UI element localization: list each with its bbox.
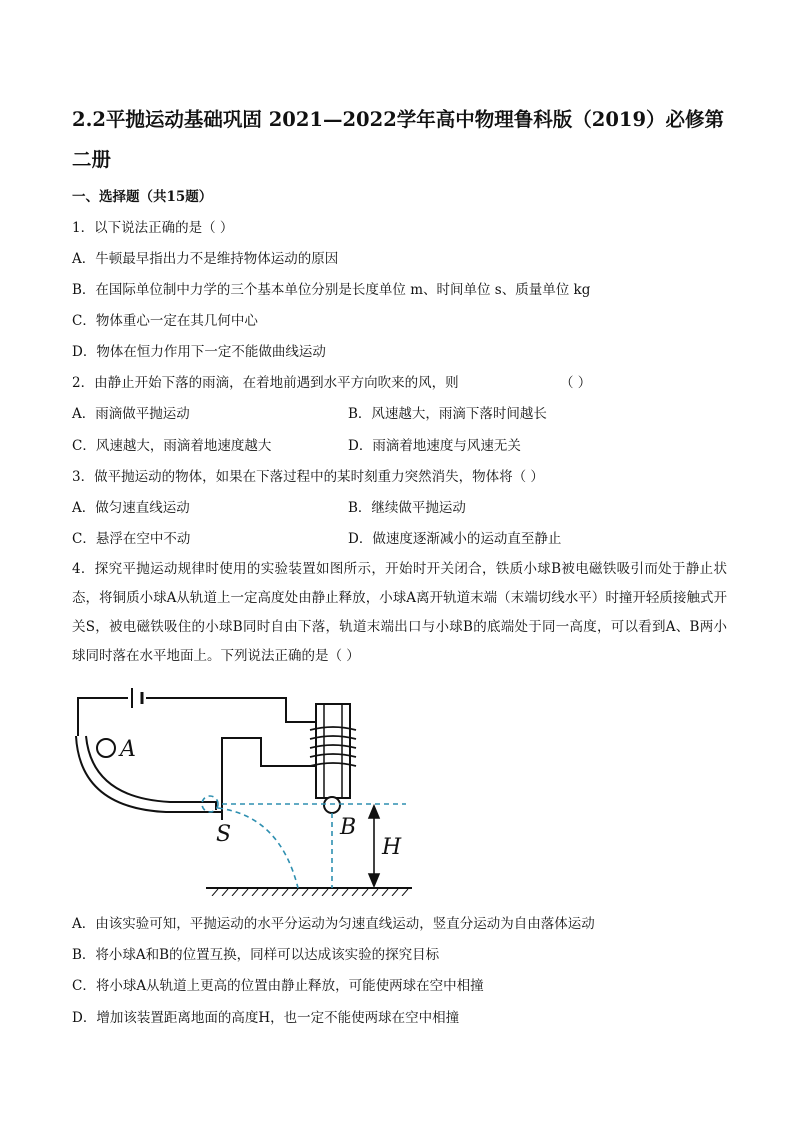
q3-stem: 3．做平抛运动的物体，如果在下落过程中的某时刻重力突然消失，物体将（ ）: [72, 469, 544, 485]
label-b: B: [340, 815, 357, 840]
page-title: 2.2平抛运动基础巩固 2021—2022学年高中物理鲁科版（2019）必修第二册: [72, 108, 725, 171]
q1-option-a: A．牛顿最早指出力不是维持物体运动的原因: [72, 251, 339, 267]
q4-option-d: D．增加该装置距离地面的高度H，也一定不能使两球在空中相撞: [72, 1010, 460, 1026]
q2-option-b: B．风速越大，雨滴下落时间越长: [348, 406, 547, 422]
q3-option-a: A．做匀速直线运动: [72, 500, 190, 516]
battery-icon: [132, 688, 142, 708]
ball-b: [324, 797, 340, 813]
q2-stem: 2．由静止开始下落的雨滴，在着地前遇到水平方向吹来的风，则: [72, 375, 459, 391]
q4-stem: 4．探究平抛运动规律时使用的实验装置如图所示，开始时开关闭合，铁质小球B被电磁铁吸引而处于静止状态，将铜质小球A从轨道上一定高度处由静止释放，小球A离开轨道末端（末端切线水平）时撞开轻质接触式开关S，被电磁铁吸住的小球B同时自由下落，轨道末端出口与小球B的底端处于同一高度，可以看到A、B两小球同时落在水平地面上。下列说法正确的是（ ）: [72, 561, 727, 664]
section-heading: 一、选择题（共15题）: [72, 189, 213, 205]
q1-option-b: B．在国际单位制中力学的三个基本单位分别是长度单位 m、时间单位 s、质量单位 kg: [72, 282, 591, 298]
q3-option-b: B．继续做平抛运动: [348, 500, 466, 516]
q1-option-c: C．物体重心一定在其几何中心: [72, 313, 258, 329]
q4-option-a: A．由该实验可知，平抛运动的水平分运动为匀速直线运动，竖直分运动为自由落体运动: [72, 916, 595, 932]
q2-option-d: D．雨滴着地速度与风速无关: [348, 438, 521, 454]
q3-option-c: C．悬浮在空中不动: [72, 531, 191, 547]
label-s: S: [216, 822, 232, 847]
ball-a: [97, 739, 115, 757]
q4-option-b: B．将小球A和B的位置互换，同样可以达成该实验的探究目标: [72, 947, 440, 963]
experiment-diagram: [66, 686, 416, 896]
electromagnet: [310, 704, 356, 798]
label-a: A: [120, 737, 136, 762]
q2-option-c: C．风速越大，雨滴着地速度越大: [72, 438, 272, 454]
label-h: H: [382, 835, 402, 860]
height-arrow: [369, 806, 379, 886]
ground: [206, 888, 412, 896]
q2-option-a: A．雨滴做平抛运动: [72, 406, 190, 422]
q2-answer-paren: （ ）: [560, 375, 592, 391]
q3-option-d: D．做速度逐渐减小的运动直至静止: [348, 531, 562, 547]
q1-option-d: D．物体在恒力作用下一定不能做曲线运动: [72, 344, 326, 360]
q1-stem: 1．以下说法正确的是（ ）: [72, 220, 234, 236]
q4-option-c: C．将小球A从轨道上更高的位置由静止释放，可能使两球在空中相撞: [72, 978, 484, 994]
